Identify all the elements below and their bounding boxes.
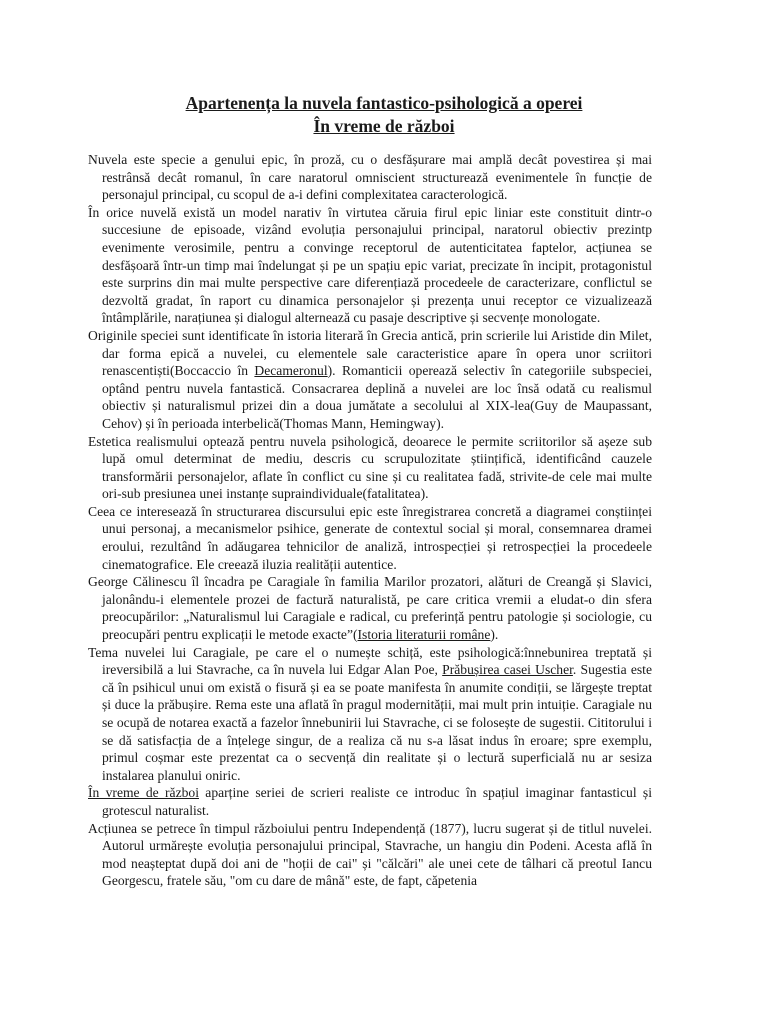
paragraph-text: Tema nuvelei lui Caragiale, pe care el o numește schiță, este psihologică:înnebunirea treptată și ireversibilă a lui Stavrache, ca în nuvela lui Edgar Alan Poe, xyxy=(88,644,652,678)
document-body xyxy=(88,151,652,890)
paragraph xyxy=(88,433,652,503)
paragraph-text: Estetica realismului optează pentru nuvela psihologică, deoarece le permite scriitorilor să așeze sub lupă omul determinat de mediu, descris cu scrupulozitate științifică, identificând cauzele transformării personajelor, aflate în conflict cu sine și cu realitatea fadă, strivite-de cele mai multe ori-sub presiunea unei instanțe supraindividuale(fatalitatea). xyxy=(88,433,652,502)
title-line-1: Apartenența la nuvela fantastico-psihologică a operei xyxy=(185,93,583,113)
paragraph xyxy=(88,327,652,433)
underlined-title-decameronul: Decameronul xyxy=(254,363,328,379)
paragraph-text: ). Romanticii operează selectiv în categoriile subspeciei, optând pentru nuvela fantastică. Consacrarea deplină a nuvelei are loc însă odată cu realismul obiectiv și naturalismul prizei din a doua jumătate a secolului al XIX-lea(Guy de Maupassant, Cehov) și în perioada interbelică(Thomas Mann, Hemingway). xyxy=(102,363,652,431)
paragraph xyxy=(88,503,652,573)
paragraph-text: Originile speciei sunt identificate în istoria literară în Grecia antică, prin scrierile lui Aristide din Milet, dar forma epică a nuvelei, cu elementele sale caracteristice apare în opera unor scriitori renascentiști(Boccaccio în xyxy=(88,327,652,379)
paragraph xyxy=(88,820,652,890)
paragraph xyxy=(88,573,652,643)
paragraph xyxy=(88,784,652,819)
paragraph-text: Acțiunea se petrece în timpul războiului pentru Independență (1877), lucru sugerat și de titlul nuvelei. Autorul urmărește evoluția personajului principal, Stavrache, un hangiu din Podeni. Acesta află în mod neașteptat după doi ani de "hoții de cai" și "călcări" ale unei cete de tâlhari că preotul Iancu Georgescu, fratele său, "om cu dare de mână" este, de fapt, căpetenia xyxy=(88,820,652,889)
paragraph xyxy=(88,644,652,785)
paragraph-text: George Călinescu îl încadra pe Caragiale în familia Marilor prozatori, alături de Creangă și Slavici, jalonându-i elementele prozei de factură naturalistă, pe care critica vremii a eludat-o din sfera preocupărilor: „Naturalismul lui Caragiale e radical, cu preferință pentru patologie și sociologie, cu preocupări pentru explicații le metode exacte”( xyxy=(88,574,652,643)
paragraph xyxy=(88,204,652,327)
paragraph xyxy=(88,151,652,204)
document-title xyxy=(0,92,768,138)
paragraph-text: . Sugestia este că în psihicul unui om există o fisură și ea se poate manifesta în anumite condiții, se lărgește treptat și duce la prăbușire. Rema este una aflată în pragul modernității, mai mult prin intuiție. Caragiale nu se ocupă de notarea exactă a fazelor înnebunirii lui Stavrache, ci se folosește de sugestii. Cititorului i se dă satisfacția de a înțelege singur, de a realiza că nu s-a lăsat indus în eroare; spre exemplu, primul coșmar este prezentat ca o secvență din realitate și o lectură superficială nu ar sesiza instalarea planului oniric. xyxy=(102,662,652,783)
underlined-title-in-vreme-de-razboi: În vreme de război xyxy=(88,785,199,801)
title-line-2: În vreme de război xyxy=(313,116,455,136)
underlined-title-prabusirea: Prăbușirea casei Uscher xyxy=(442,662,573,678)
paragraph-text: În orice nuvelă există un model narativ în virtutea căruia firul epic liniar este constituit dintr-o succesiune de episoade, vizând evoluția personajului principal, naratorul obiectiv prezintp evenimente verosimile, pentru a convinge receptorul de autenticitatea faptelor, acțiunea se desfășoară într-un timp mai îndelungat și pe un spațiu epic variat, precizate în incipit, protagonistul este surprins din mai multe perspective care diferențiază procedeele de caracterizare, conflictul se dezvoltă gradat, în raport cu dinamica personajelor și prezența unui receptor ce vizualizează întâmplările, narațiunea și dialogul alternează cu pasaje descriptive și secvențe monologate. xyxy=(88,204,652,326)
paragraph-text: Nuvela este specie a genului epic, în proză, cu o desfășurare mai amplă decât povestirea și mai restrânsă decât romanul, în care naratorul omniscient structurează evenimentele în funcție de personajul principal, cu scopul de a-i defini complexitatea caracterologică. xyxy=(88,152,652,203)
paragraph-text: ). xyxy=(490,627,499,643)
paragraph-text: aparține seriei de scrieri realiste ce introduc în spațiul imaginar fantasticul și grotescul naturalist. xyxy=(102,785,652,818)
underlined-title-istoria: Istoria literaturii române xyxy=(357,627,491,643)
paragraph-text: Ceea ce interesează în structurarea discursului epic este înregistrarea concretă a diagramei conștiinței unui personaj, a mecanismelor psihice, generate de contextul social și moral, consemnarea dramei eroului, rezultând în adăugarea tehnicilor de analiză, introspecției și retrospecției la procedeele cinematografice. Ele creează iluzia realității autentice. xyxy=(88,503,652,572)
